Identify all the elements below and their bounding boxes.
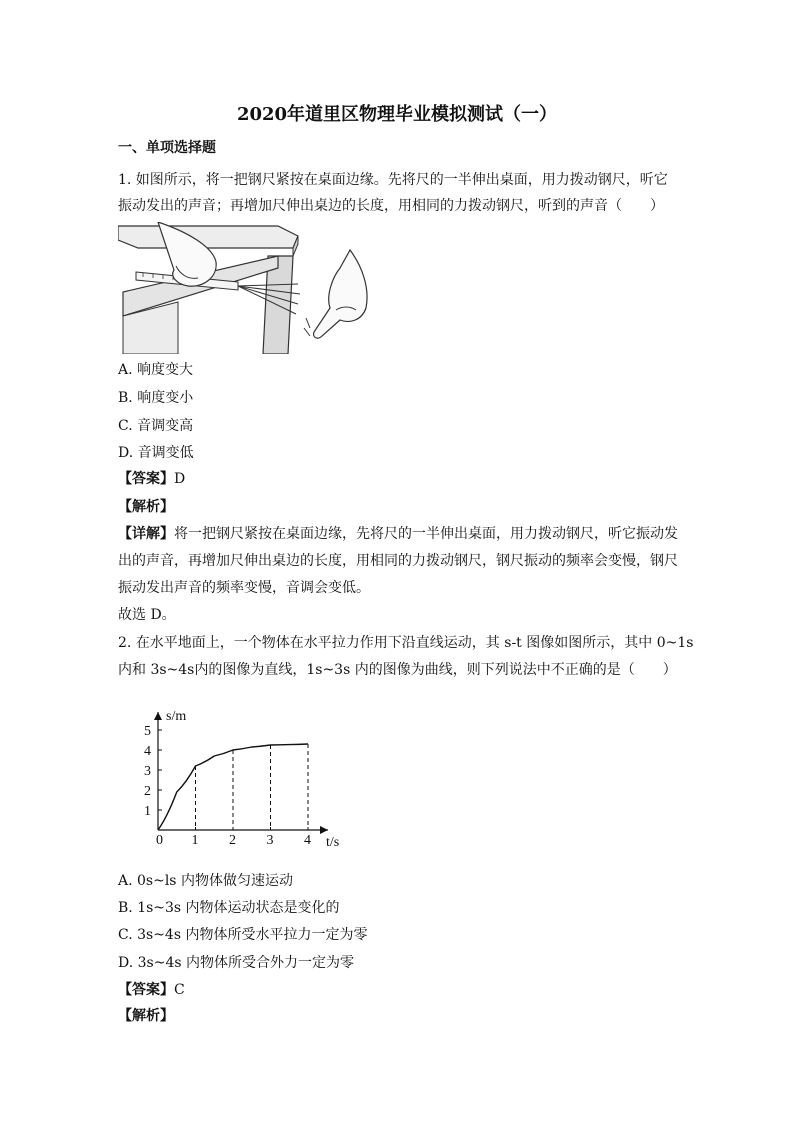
y-tick-label: 2	[144, 784, 151, 799]
y-tick-label: 1	[144, 804, 151, 819]
q2-option-a: A. 0s~ls 内物体做匀速运动	[118, 873, 293, 889]
q2-option-d: D. 3s~4s 内物体所受合外力一定为零	[118, 955, 354, 971]
answer-tag: 【答案】	[118, 471, 174, 487]
x-tick-label: 3	[266, 833, 274, 848]
y-axis-arrow	[154, 712, 162, 720]
q2-option-c: C. 3s~4s 内物体所受水平拉力一定为零	[118, 927, 368, 943]
table-top	[118, 226, 298, 248]
x-axis-label: t/s	[326, 835, 340, 850]
q2-stem-line2: 内和 3s~4s内的图像为直线，1s~3s 内的图像为曲线，则下列说法中不正确的是（ ）	[118, 662, 677, 678]
y-tick-label: 4	[144, 744, 151, 759]
x-tick-label: 1	[191, 833, 199, 848]
q1-detail-line2: 出的声音，再增加尺伸出桌边的长度，用相同的力拨动钢尺，钢尺振动的频率会变慢，钢尺	[118, 553, 678, 569]
page-title: 2020年道里区物理毕业模拟测试（一）	[236, 104, 558, 125]
q2-option-b: B. 1s~3s 内物体运动状态是变化的	[118, 900, 340, 916]
q2-stem-line1: 2. 在水平地面上，一个物体在水平拉力作用下沿直线运动，其 s-t 图像如图所示，其中 0~1s	[118, 635, 694, 651]
q2-analysis-tag: 【解析】	[118, 1008, 174, 1024]
q1-option-a: A. 响度变大	[118, 362, 194, 378]
flicking-hand-illustration	[300, 248, 380, 348]
q2-answer	[118, 980, 185, 1000]
answer-value: D	[174, 471, 186, 487]
y-tick-label: 5	[144, 724, 151, 739]
q1-answer	[118, 469, 185, 489]
q1-stem-line1: 1. 如图所示，将一把钢尺紧按在桌面边缘。先将尺的一半伸出桌面，用力拨动钢尺，听它	[118, 172, 668, 188]
q1-detail-line3: 振动发出声音的频率变慢，音调会变低。	[118, 580, 370, 596]
y-axis-label: s/m	[166, 709, 187, 724]
section-heading: 一、单项选择题	[118, 140, 216, 156]
q1-analysis-tag: 【解析】	[118, 499, 174, 515]
detail-text: 将一把钢尺紧按在桌面边缘，先将尺的一半伸出桌面，用力拨动钢尺，听它振动发	[174, 526, 678, 542]
x-tick-label: 2	[229, 833, 236, 848]
q1-detail-line1	[118, 524, 678, 544]
answer-tag: 【答案】	[118, 982, 174, 998]
q1-stem-line2: 振动发出的声音；再增加尺伸出桌边的长度，用相同的力拨动钢尺，听到的声音（ ）	[118, 198, 664, 214]
q1-conclusion: 故选 D。	[118, 607, 176, 623]
x-tick-label: 0	[156, 833, 163, 848]
ruler-table-illustration	[118, 222, 308, 354]
q1-option-c: C. 音调变高	[118, 418, 194, 434]
q1-option-d: D. 音调变低	[118, 445, 194, 461]
answer-value: C	[174, 982, 185, 998]
y-tick-label: 3	[144, 764, 151, 779]
s-t-chart	[130, 690, 360, 860]
detail-tag: 【详解】	[118, 526, 174, 542]
q1-option-b: B. 响度变小	[118, 390, 194, 406]
x-tick-label: 4	[304, 833, 311, 848]
x-axis-arrow	[320, 826, 328, 834]
